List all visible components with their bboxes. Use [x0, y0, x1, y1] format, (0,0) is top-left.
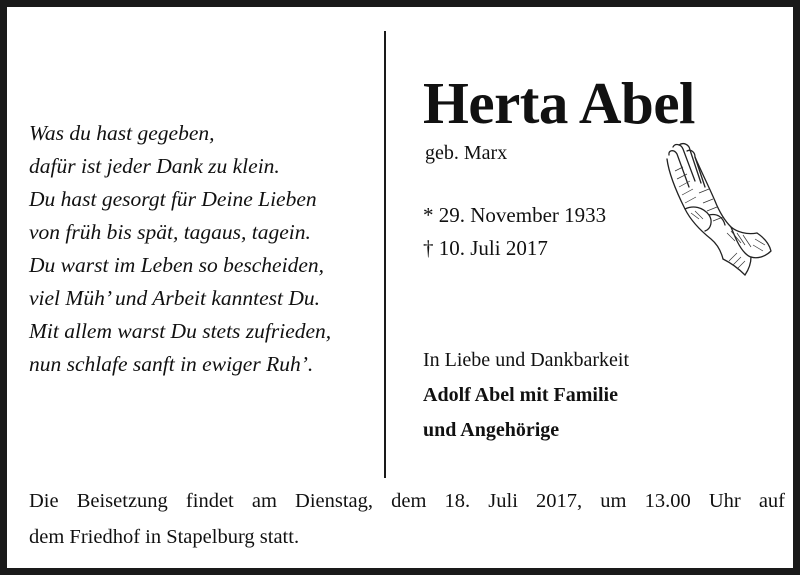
signature-block [423, 343, 629, 448]
funeral-line: Die Beisetzung findet am Dienstag, dem 18. Juli 2017, um 13.00 Uhr auf [29, 490, 785, 512]
poem-line: Mit allem warst Du stets zufrieden, [29, 319, 332, 343]
birth-date: * 29. November 1933 [423, 203, 607, 227]
poem-line: Du hast gesorgt für Deine Lieben [29, 187, 317, 211]
funeral-line: dem Friedhof in Stapelburg statt. [29, 526, 300, 548]
life-dates [423, 199, 606, 265]
deceased-name: Herta Abel [423, 70, 695, 136]
poem-line: von früh bis spät, tagaus, tagein. [29, 220, 311, 244]
poem-line: dafür ist jeder Dank zu klein. [29, 154, 280, 178]
poem-line: Was du hast gegeben, [29, 121, 215, 145]
funeral-announcement [29, 483, 785, 555]
praying-hands-icon [665, 141, 773, 279]
poem-line: nun schlafe sanft in ewiger Ruh’. [29, 352, 314, 376]
poem [29, 117, 374, 381]
signature-intro: In Liebe und Dankbarkeit [423, 349, 630, 371]
vertical-divider [384, 31, 386, 478]
signature-family: Adolf Abel mit Familie [423, 384, 618, 406]
birth-name: geb. Marx [425, 142, 508, 164]
poem-line: viel Müh’ und Arbeit kanntest Du. [29, 286, 320, 310]
death-date: † 10. Juli 2017 [423, 236, 548, 260]
poem-line: Du warst im Leben so bescheiden, [29, 253, 324, 277]
signature-relatives: und Angehörige [423, 419, 560, 441]
